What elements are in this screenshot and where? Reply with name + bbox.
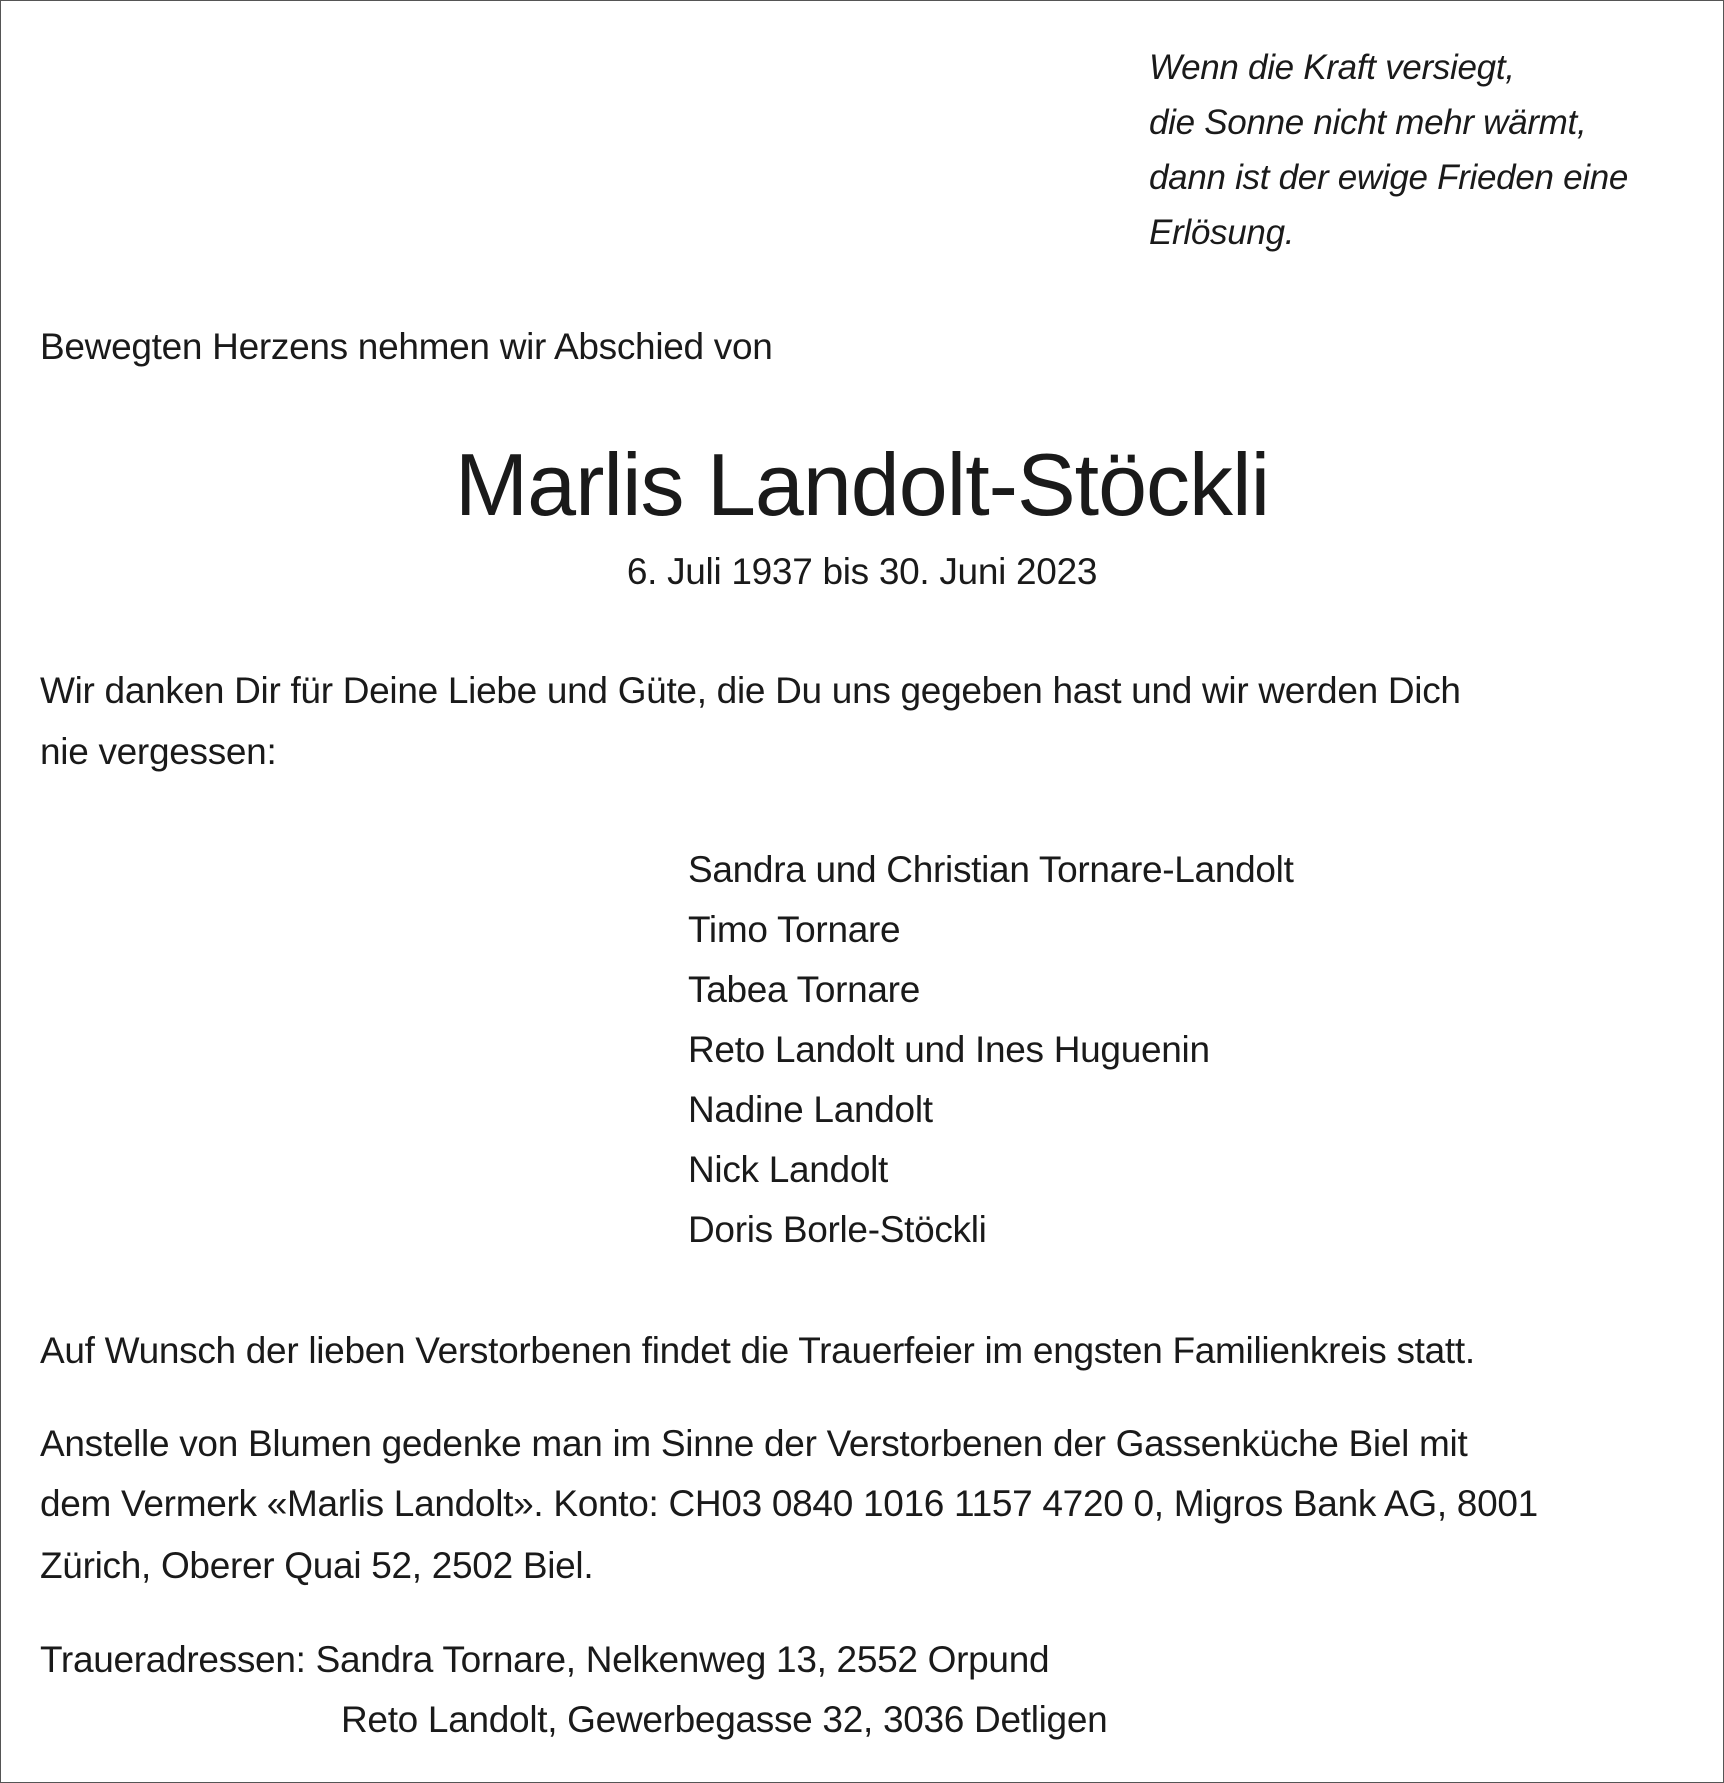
deceased-name: Marlis Landolt-Stöckli [454,435,1270,534]
mourner: Timo Tornare [688,909,901,950]
mourner: Sandra und Christian Tornare-Landolt [688,849,1294,890]
mourner: Nadine Landolt [688,1089,933,1130]
address-line: Traueradressen: Sandra Tornare, Nelkenweg 13, 2552 Orpund [40,1639,1050,1680]
poem-line: die Sonne nicht mehr wärmt, [1149,103,1587,142]
thanks-line: nie vergessen: [40,731,277,772]
donation-line: Anstelle von Blumen gedenke man im Sinne der Verstorbenen der Gassenküche Biel mit [40,1423,1468,1464]
poem-line: dann ist der ewige Frieden eine [1149,158,1629,197]
ceremony-text: Auf Wunsch der lieben Verstorbenen findet die Trauerfeier im engsten Familienkreis statt. [40,1330,1475,1371]
donation-line: dem Vermerk «Marlis Landolt». Konto: CH03 0840 1016 1157 4720 0, Migros Bank AG, 8001 [40,1483,1538,1524]
mourners-list [688,840,1294,1260]
poem-line: Erlösung. [1149,213,1295,252]
donation-line: Zürich, Oberer Quai 52, 2502 Biel. [40,1545,594,1586]
mourner: Tabea Tornare [688,969,920,1010]
mourner: Nick Landolt [688,1149,889,1190]
poem [1149,40,1628,260]
address-line: Reto Landolt, Gewerbegasse 32, 3036 Detligen [341,1699,1108,1740]
life-dates: 6. Juli 1937 bis 30. Juni 2023 [626,551,1098,592]
poem-line: Wenn die Kraft versiegt, [1149,48,1515,87]
thanks-line: Wir danken Dir für Deine Liebe und Güte, die Du uns gegeben hast und wir werden Dich [40,670,1461,711]
mourner: Reto Landolt und Ines Huguenin [688,1029,1210,1070]
mourner: Doris Borle-Stöckli [688,1209,987,1250]
intro-text: Bewegten Herzens nehmen wir Abschied von [40,326,773,367]
